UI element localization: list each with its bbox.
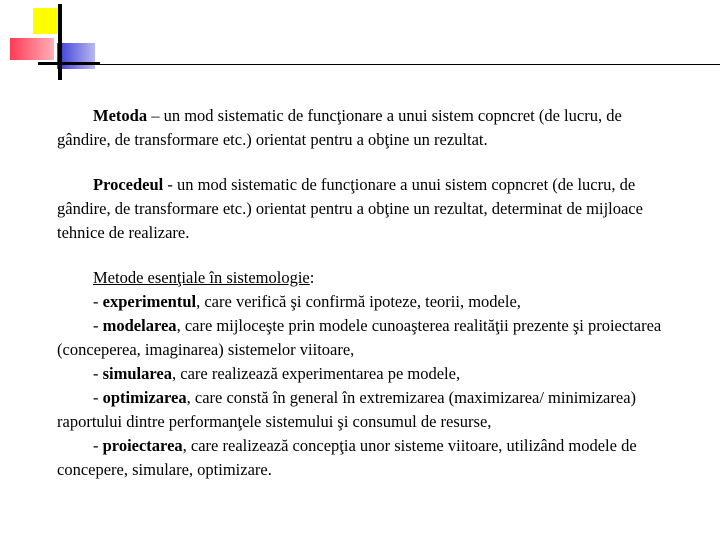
slide-logo <box>0 0 100 90</box>
method-term: experimentul <box>102 292 197 311</box>
method-item-experimentul <box>57 290 677 314</box>
methods-heading <box>57 266 677 290</box>
method-item-proiectarea <box>57 434 677 482</box>
list-dash: - <box>93 436 103 455</box>
definition-metoda <box>57 104 677 152</box>
definition-procedeul <box>57 173 677 245</box>
slide-content <box>57 104 677 482</box>
method-term: simularea <box>102 364 172 383</box>
method-description: , care realizează experimentarea pe modele, <box>172 364 461 383</box>
term-procedeul: Procedeul <box>93 175 164 194</box>
definition-text: - un mod sistematic de funcţionare a unui sistem copncret (de lucru, de gândire, de transformare etc.) orientat pentru a obţine un rezultat, determinat de mijloace tehnice de realizare. <box>57 175 643 242</box>
list-dash: - <box>93 364 103 383</box>
header-divider <box>62 64 720 65</box>
logo-red-rectangle <box>10 38 54 60</box>
definition-text: – un mod sistematic de funcţionare a unui sistem copncret (de lucru, de gândire, de transformare etc.) orientat pentru a obţine un rezultat. <box>57 106 622 149</box>
method-description: , care verifică şi confirmă ipoteze, teorii, modele, <box>196 292 521 311</box>
method-term: proiectarea <box>102 436 183 455</box>
methods-heading-colon: : <box>309 268 315 287</box>
logo-yellow-square <box>33 8 59 34</box>
logo-vertical-line <box>58 4 62 80</box>
method-description: , care mijloceşte prin modele cunoaşterea realităţii prezente şi proiectarea (conceperea, imaginarea) sistemelor viitoare, <box>57 316 662 359</box>
term-metoda: Metoda <box>93 106 148 125</box>
method-item-modelarea <box>57 314 677 362</box>
method-item-simularea <box>57 362 677 386</box>
method-term: optimizarea <box>102 388 187 407</box>
method-description: , care realizează concepţia unor sisteme viitoare, utilizând modele de concepere, simulare, optimizare. <box>57 436 637 479</box>
list-dash: - <box>93 388 103 407</box>
logo-blue-rectangle <box>57 43 95 69</box>
method-description: , care constă în general în extremizarea (maximizarea/ minimizarea) raportului dintre performanţele sistemului şi consumul de resurse, <box>57 388 637 431</box>
method-item-optimizarea <box>57 386 677 434</box>
list-dash: - <box>93 316 103 335</box>
method-term: modelarea <box>102 316 177 335</box>
list-dash: - <box>93 292 103 311</box>
methods-heading-text: Metode esenţiale în sistemologie <box>93 268 310 287</box>
